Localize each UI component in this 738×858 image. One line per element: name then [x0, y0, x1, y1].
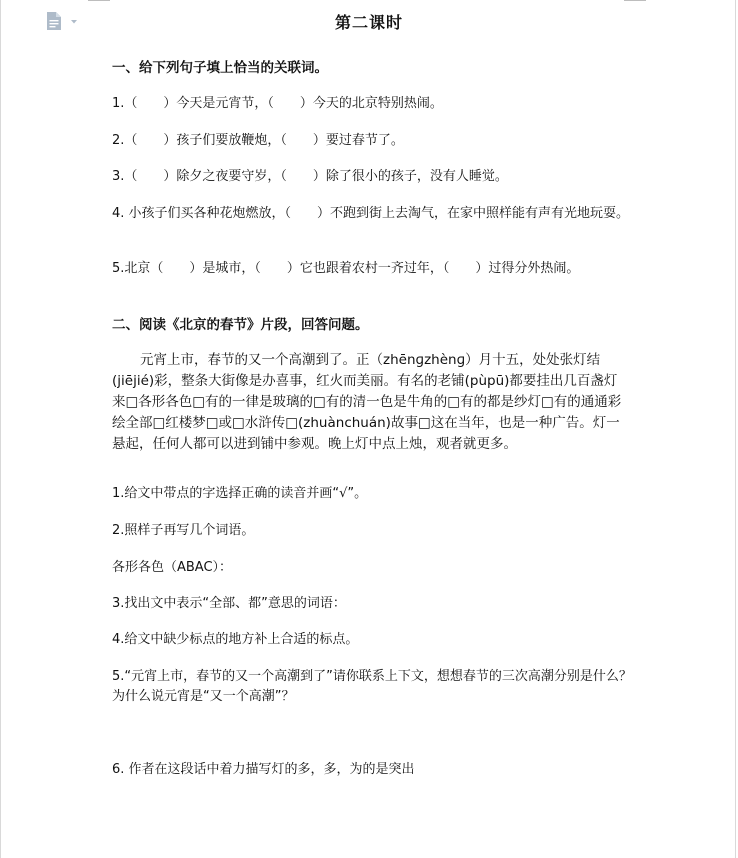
reading-passage: 元宵上市，春节的又一个高潮到了。正（zhēnɡzhènɡ）月十五，处处张灯结(jiējié)彩，整条大街像是办喜事，红火而美丽。有名的老铺(pùpū)都要挂出几百盏灯来□各形各色□有的一律是玻璃的□有的清一色是牛角的□有的都是纱灯□有的通通彩绘全部□红楼梦□或□水浒传□(zhuànchuán)故事□这在当年，也是一种广告。灯一悬起，任何人都可以进到铺中参观。晚上灯中点上烛，观者就更多。	[112, 352, 622, 452]
s1-question-2: 2.（ ）孩子们要放鞭炮，（ ）要过春节了。	[112, 133, 404, 148]
s2-question-1: 1.给文中带点的字选择正确的读音并画“√”。	[112, 486, 368, 501]
s1-question-5: 5.北京（ ）是城市，（ ）它也跟着农村一齐过年，（ ）过得分外热闹。	[112, 261, 580, 276]
section1-heading: 一、给下列句子填上恰当的关联词。	[112, 60, 328, 76]
s2-question-6: 6. 作者在这段话中着力描写灯的多，多，为的是突出	[112, 762, 415, 777]
s2-question-5: 5.“元宵上市，春节的又一个高潮到了”请你联系上下文，想想春节的三次高潮分别是什么？为什么说元宵是“又一个高潮”？	[112, 669, 632, 704]
s1-question-4: 4. 小孩子们买各种花炮燃放，（ ）不跑到街上去淘气，在家中照样能有声有光地玩耍。	[112, 206, 630, 221]
section2-heading: 二、阅读《北京的春节》片段，回答问题。	[112, 317, 369, 333]
crop-mark-left	[88, 0, 110, 1]
s2-question-2: 2.照样子再写几个词语。	[112, 523, 255, 538]
s1-question-3: 3.（ ）除夕之夜要守岁，（ ）除了很小的孩子，没有人睡觉。	[112, 169, 508, 184]
s2-question-3: 3.找出文中表示“全部、都”意思的词语：	[112, 596, 346, 611]
page-left-edge	[0, 0, 1, 858]
crop-mark-right	[624, 0, 646, 1]
s2-question-4: 4.给文中缺少标点的地方补上合适的标点。	[112, 632, 359, 647]
page-right-edge	[735, 0, 736, 858]
s1-question-1: 1.（ ）今天是元宵节，（ ）今天的北京特别热闹。	[112, 96, 443, 111]
s2-example: 各形各色（ABAC）：	[112, 560, 233, 575]
page-title: 第二课时	[334, 13, 403, 32]
